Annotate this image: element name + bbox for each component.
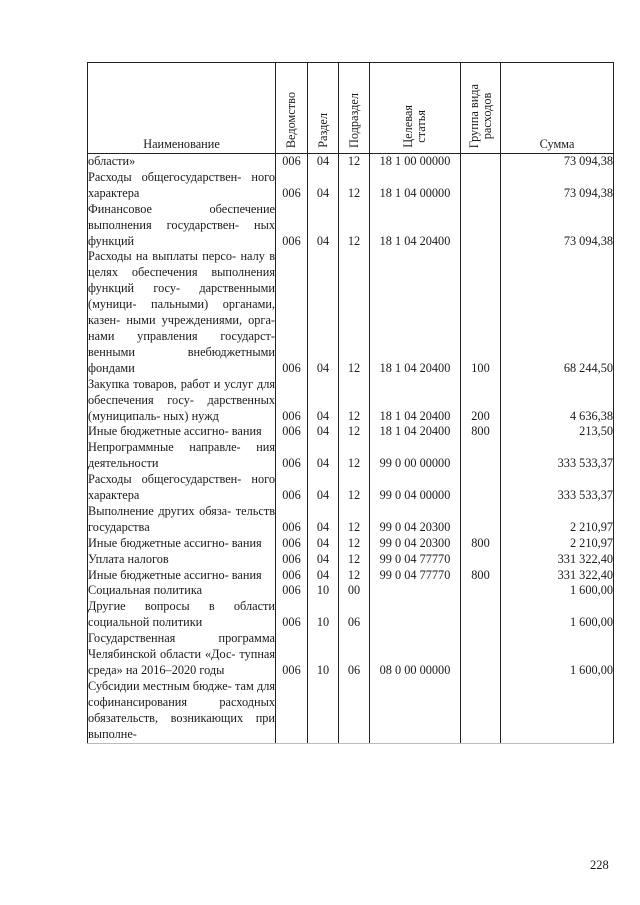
razdel-cell: 04 (308, 154, 339, 170)
amount-cell: 331 322,40 (501, 568, 614, 584)
name-cell (88, 504, 276, 536)
budget-table (87, 62, 614, 744)
name-line: Иные бюджетные ассигно- (88, 567, 229, 582)
target-article-cell: 18 1 04 20400 (370, 202, 461, 250)
table-row (88, 504, 614, 536)
vedomstvo-cell: 006 (276, 170, 308, 202)
name-cell (88, 472, 276, 504)
expense-group-cell: 800 (461, 536, 501, 552)
name-line: ного характера (88, 169, 275, 200)
name-line: возникающих при выполне- (88, 710, 275, 741)
name-cell (88, 568, 276, 584)
target-article-cell: 99 0 04 00000 (370, 472, 461, 504)
amount-cell: 2 210,97 (501, 536, 614, 552)
name-cell (88, 583, 276, 599)
name-cell (88, 424, 276, 440)
table-row (88, 631, 614, 679)
amount-cell: 73 094,38 (501, 170, 614, 202)
podrazdel-cell (339, 679, 370, 743)
razdel-cell: 04 (308, 424, 339, 440)
page-number: 228 (590, 858, 609, 872)
vedomstvo-cell: 006 (276, 504, 308, 536)
vedomstvo-cell: 006 (276, 377, 308, 425)
vedomstvo-cell: 006 (276, 424, 308, 440)
name-line: годы (199, 663, 225, 677)
table-row (88, 472, 614, 504)
name-cell (88, 170, 276, 202)
expense-group-cell: 100 (461, 249, 501, 376)
name-line: дарственными (муници- (88, 281, 275, 312)
table-row (88, 170, 614, 202)
vedomstvo-cell: 006 (276, 202, 308, 250)
header-razdel-label: Раздел (315, 113, 330, 149)
header-podrazdel-label: Подраздел (346, 93, 361, 149)
vedomstvo-cell: 006 (276, 154, 308, 170)
name-line: области» (88, 154, 136, 168)
podrazdel-cell: 12 (339, 154, 370, 170)
amount-cell: 73 094,38 (501, 202, 614, 250)
name-line: ния деятельности (88, 440, 276, 471)
table-row (88, 552, 614, 568)
table-row (88, 377, 614, 425)
table-row (88, 249, 614, 376)
vedomstvo-cell (276, 679, 308, 743)
name-cell (88, 679, 276, 743)
header-summa (501, 63, 614, 154)
razdel-cell: 04 (308, 249, 339, 376)
expense-group-cell (461, 170, 501, 202)
name-line: Иные бюджетные ассигно- (88, 424, 229, 439)
name-line: выполнения государствен- (88, 217, 240, 232)
header-tselevaya-line2: статья (414, 110, 428, 144)
name-line: Социальная политика (88, 583, 203, 598)
name-line: налу в целях обеспечения (88, 249, 276, 280)
target-article-cell: 99 0 04 20300 (370, 536, 461, 552)
amount-cell (501, 679, 614, 743)
name-cell (88, 440, 276, 472)
name-line: Иные бюджетные ассигно- (88, 535, 229, 550)
name-line: услуг для обеспечения госу- (88, 376, 276, 407)
header-gruppa-line2: расходов (479, 92, 494, 140)
expense-group-cell (461, 583, 501, 599)
table-header (88, 63, 614, 154)
expense-group-cell (461, 599, 501, 631)
amount-cell: 1 600,00 (501, 631, 614, 679)
name-line: дарственных (муниципаль- (88, 392, 276, 423)
expense-group-cell (461, 472, 501, 504)
podrazdel-cell: 12 (339, 504, 370, 536)
amount-cell: 333 533,37 (501, 440, 614, 472)
amount-cell: 73 094,38 (501, 154, 614, 170)
target-article-cell: 18 1 04 20400 (370, 377, 461, 425)
header-vedomstvo (276, 63, 308, 154)
header-tselevaya-label (402, 105, 428, 148)
razdel-cell: 04 (308, 552, 339, 568)
name-line: пальными) органами, казен- (88, 297, 276, 328)
vedomstvo-cell: 006 (276, 472, 308, 504)
name-line: Уплата налогов (88, 551, 169, 566)
name-line: Другие вопросы в области (88, 599, 275, 614)
name-line: Расходы на выплаты персо- (88, 249, 237, 264)
header-gruppa (461, 63, 501, 154)
vedomstvo-cell: 006 (276, 583, 308, 599)
name-line: вания (231, 535, 262, 550)
table-row (88, 154, 614, 170)
expense-group-cell (461, 679, 501, 743)
name-line: фондами (88, 360, 135, 375)
header-name (88, 63, 276, 154)
podrazdel-cell: 00 (339, 583, 370, 599)
name-line: нами управления государст- (88, 328, 275, 343)
target-article-cell (370, 583, 461, 599)
table-row (88, 440, 614, 472)
razdel-cell: 04 (308, 377, 339, 425)
podrazdel-cell: 06 (339, 631, 370, 679)
header-name-label: Наименование (143, 137, 220, 152)
amount-cell: 2 210,97 (501, 504, 614, 536)
razdel-cell: 04 (308, 568, 339, 584)
expense-group-cell (461, 154, 501, 170)
expense-group-cell (461, 552, 501, 568)
target-article-cell: 18 1 04 20400 (370, 424, 461, 440)
podrazdel-cell: 12 (339, 552, 370, 568)
expense-group-cell (461, 504, 501, 536)
razdel-cell: 10 (308, 631, 339, 679)
header-tselevaya-line1: Целевая (401, 105, 415, 149)
podrazdel-cell: 12 (339, 202, 370, 250)
expense-group-cell (461, 440, 501, 472)
target-article-cell: 08 0 00 00000 (370, 631, 461, 679)
name-line: Выполнение других обяза- (88, 503, 232, 518)
name-line: ных функций (88, 217, 275, 248)
target-article-cell: 99 0 04 77770 (370, 552, 461, 568)
razdel-cell: 04 (308, 170, 339, 202)
razdel-cell: 10 (308, 583, 339, 599)
header-tselevaya (370, 63, 461, 154)
name-line: ных) нужд (163, 408, 219, 423)
vedomstvo-cell: 006 (276, 249, 308, 376)
vedomstvo-cell: 006 (276, 599, 308, 631)
amount-cell: 1 600,00 (501, 583, 614, 599)
razdel-cell: 10 (308, 599, 339, 631)
target-article-cell (370, 599, 461, 631)
name-cell (88, 154, 276, 170)
name-line: Финансовое обеспечение (88, 201, 275, 216)
table-row (88, 583, 614, 599)
expense-group-cell: 800 (461, 568, 501, 584)
name-line: выполнения функций госу- (88, 265, 275, 296)
podrazdel-cell: 12 (339, 440, 370, 472)
target-article-cell: 99 0 04 77770 (370, 568, 461, 584)
amount-cell: 1 600,00 (501, 599, 614, 631)
name-line: расходных обязательств, (88, 694, 275, 725)
target-article-cell: 18 1 04 20400 (370, 249, 461, 376)
name-line: тельств государства (88, 503, 275, 534)
amount-cell: 213,50 (501, 424, 614, 440)
podrazdel-cell: 12 (339, 424, 370, 440)
name-cell (88, 249, 276, 376)
target-article-cell: 99 0 04 20300 (370, 504, 461, 536)
podrazdel-cell: 12 (339, 568, 370, 584)
name-cell (88, 599, 276, 631)
target-article-cell: 18 1 00 00000 (370, 154, 461, 170)
target-article-cell: 99 0 00 00000 (370, 440, 461, 472)
podrazdel-cell: 06 (339, 599, 370, 631)
podrazdel-cell: 12 (339, 377, 370, 425)
podrazdel-cell: 12 (339, 536, 370, 552)
name-cell (88, 552, 276, 568)
table-row (88, 599, 614, 631)
name-line: ного характера (88, 472, 275, 503)
podrazdel-cell: 12 (339, 170, 370, 202)
razdel-cell: 04 (308, 504, 339, 536)
vedomstvo-cell: 006 (276, 568, 308, 584)
name-line: там для софинансирования (88, 678, 275, 709)
name-cell (88, 377, 276, 425)
expense-group-cell (461, 631, 501, 679)
target-article-cell: 18 1 04 00000 (370, 170, 461, 202)
name-cell (88, 631, 276, 679)
name-line: социальной политики (88, 615, 203, 630)
header-gruppa-label (468, 84, 494, 148)
name-line: Закупка товаров, работ и (88, 376, 221, 391)
razdel-cell: 04 (308, 472, 339, 504)
name-line: ными учреждениями, орга- (126, 313, 276, 328)
header-gruppa-line1: Группа вида (466, 83, 481, 149)
vedomstvo-cell: 006 (276, 631, 308, 679)
table-row (88, 424, 614, 440)
name-cell (88, 536, 276, 552)
expense-group-cell (461, 202, 501, 250)
podrazdel-cell: 12 (339, 472, 370, 504)
expense-group-cell: 800 (461, 424, 501, 440)
table-row (88, 679, 614, 743)
table-body (88, 154, 614, 744)
header-summa-label: Сумма (539, 137, 575, 152)
vedomstvo-cell: 006 (276, 440, 308, 472)
vedomstvo-cell: 006 (276, 552, 308, 568)
razdel-cell: 04 (308, 536, 339, 552)
table-row (88, 568, 614, 584)
name-line: вания (231, 424, 262, 439)
name-line: Субсидии местным бюдже- (88, 678, 232, 693)
header-razdel (308, 63, 339, 154)
name-line: Расходы общегосударствен- (88, 169, 242, 184)
target-article-cell (370, 679, 461, 743)
name-line: Челябинской области «Дос- (88, 647, 236, 662)
razdel-cell: 04 (308, 440, 339, 472)
name-cell (88, 202, 276, 250)
name-line: Непрограммные направле- (88, 440, 241, 455)
name-line: Государственная программа (88, 631, 275, 646)
expense-group-cell: 200 (461, 377, 501, 425)
name-line: вания (231, 567, 262, 582)
amount-cell: 68 244,50 (501, 249, 614, 376)
table-row (88, 202, 614, 250)
name-line: тупная среда» на 2016–2020 (88, 647, 276, 677)
name-line: Расходы общегосударствен- (88, 472, 242, 487)
amount-cell: 331 322,40 (501, 552, 614, 568)
podrazdel-cell: 12 (339, 249, 370, 376)
vedomstvo-cell: 006 (276, 536, 308, 552)
name-line: венными внебюджетными (88, 344, 275, 359)
razdel-cell (308, 679, 339, 743)
amount-cell: 333 533,37 (501, 472, 614, 504)
razdel-cell: 04 (308, 202, 339, 250)
header-vedomstvo-label: Ведомство (284, 91, 298, 149)
header-podrazdel (339, 63, 370, 154)
amount-cell: 4 636,38 (501, 377, 614, 425)
table-row (88, 536, 614, 552)
